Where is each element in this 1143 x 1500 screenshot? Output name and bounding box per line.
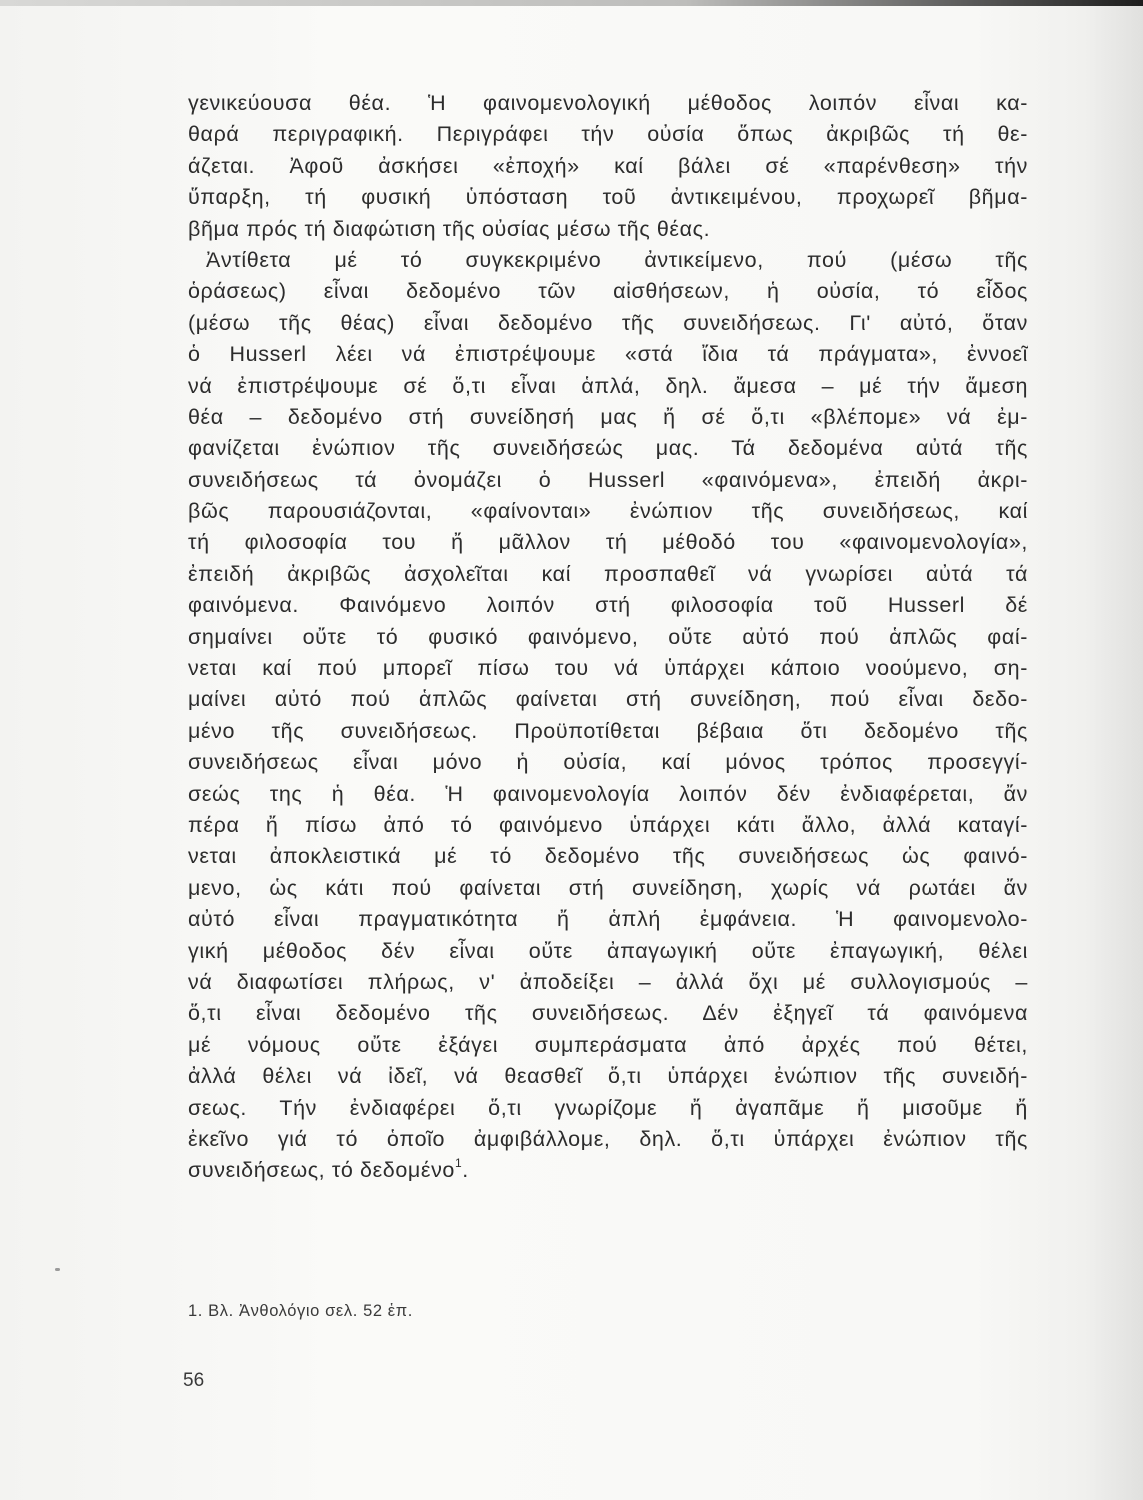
text-line-6: Ἀντίθετα μέ τό συγκεκριμένο ἀντικείμενο, πού (μέσω τῆς [206,247,1028,272]
text-line-4: ὕπαρξη, τή φυσική ὑπόσταση τοῦ ἀντικειμένου, προχωρεῖ βῆμα- [188,185,1028,210]
text-line-29: νά διαφωτίσει πλήρως, ν' ἀποδείξει – ἀλλά ὄχι μέ συλλογισμούς – [188,969,1028,994]
text-line-32: ἀλλά θέλει νά ἰδεῖ, νά θεασθεῖ ὅ,τι ὑπάρχει ἐνώπιον τῆς συνειδή- [188,1064,1028,1089]
text-line-3: άζεται. Ἀφοῦ ἀσκήσει «ἐποχή» καί βάλει σέ «παρένθεση» τήν [188,153,1028,178]
text-line-21: μένο τῆς συνειδήσεως. Προϋποτίθεται βέβαια ὅτι δεδομένο τῆς [188,718,1028,743]
scan-speck [55,1268,60,1271]
text-line-17: φαινόμενα. Φαινόμενο λοιπόν στή φιλοσοφία τοῦ Husserl δέ [188,593,1028,618]
text-line-5: βῆμα πρός τή διαφώτιση τῆς οὐσίας μέσω τῆς θέας. [188,216,711,241]
text-line-23: σεώς της ἡ θέα. Ἡ φαινομενολογία λοιπόν δέν ἐνδιαφέρεται, ἄν [188,781,1028,806]
text-line-27: αὐτό εἶναι πραγματικότητα ἤ ἁπλή ἐμφάνεια. Ἡ φαινομενολο- [188,907,1028,932]
text-line-14: βῶς παρουσιάζονται, «φαίνονται» ἐνώπιον τῆς συνειδήσεως, καί [188,499,1028,524]
text-line-22: συνειδήσεως εἶναι μόνο ἡ οὐσία, καί μόνος τρόπος προσεγγί- [188,750,1028,775]
text-line-24: πέρα ἤ πίσω ἀπό τό φαινόμενο ὑπάρχει κάτι ἄλλο, ἀλλά καταγί- [188,812,1028,837]
text-line-33: σεως. Τήν ἐνδιαφέρει ὅ,τι γνωρίζομε ἤ ἀγαπᾶμε ἤ μισοῦμε ἤ [188,1095,1028,1120]
text-line-35-content: συνειδήσεως, τό δεδομένο [188,1158,455,1183]
text-line-26: μενο, ὡς κάτι πού φαίνεται στή συνείδηση, χωρίς νά ρωτάει ἄν [188,875,1028,900]
text-line-25: νεται ἀποκλειστικά μέ τό δεδομένο τῆς συνειδήσεως ὡς φαινό- [188,844,1028,869]
text-line-30: ὅ,τι εἶναι δεδομένο τῆς συνειδήσεως. Δέν ἐξηγεῖ τά φαινόμενα [188,1001,1028,1026]
text-line-34: ἐκεῖνο γιά τό ὁποῖο ἀμφιβάλλομε, δηλ. ὅ,τι ὑπάρχει ἐνώπιον τῆς [188,1126,1028,1151]
text-line-15: τή φιλοσοφία του ἤ μᾶλλον τή μέθοδό του «φαινομενολογία», [188,530,1028,555]
text-line-9: ὁ Husserl λέει νά ἐπιστρέψουμε «στά ἴδια τά πράγματα», ἐννοεῖ [188,342,1028,367]
text-line-18: σημαίνει οὔτε τό φυσικό φαινόμενο, οὔτε αὐτό πού ἁπλῶς φαί- [188,624,1028,649]
text-line-28: γική μέθοδος δέν εἶναι οὔτε ἀπαγωγική οὔτε ἐπαγωγική, θέλει [188,938,1028,963]
text-line-31: μέ νόμους οὔτε ἐξάγει συμπεράσματα ἀπό ἀρχές πού θέτει, [188,1032,1028,1057]
text-line-19: νεται καί πού μπορεῖ πίσω του νά ὑπάρχει κάποιο νοούμενο, ση- [188,656,1028,681]
text-line-1: γενικεύουσα θέα. Ἡ φαινομενολογική μέθοδος λοιπόν εἶναι κα- [188,91,1028,115]
footnote-marker: 1 [455,1156,463,1171]
scan-top-edge [0,0,1143,6]
text-line-7: ὁράσεως) εἶναι δεδομένο τῶν αἰσθήσεων, ἡ οὐσία, τό εἶδος [188,279,1028,304]
text-line-12: φανίζεται ἐνώπιον τῆς συνειδήσεώς μας. Τά δεδομένα αὐτά τῆς [188,436,1028,461]
text-line-35: συνειδήσεως, τό δεδομένο$^1$. [188,1156,469,1183]
page-gutter-shadow [1083,0,1143,1500]
text-line-11: θέα – δεδομένο στή συνείδησή μας ἤ σέ ὅ,τι «βλέπομε» νά ἐμ- [188,404,1028,429]
footnote: 1. Βλ. Ἀνθολόγιο σελ. 52 ἑπ. [188,1302,413,1320]
text-line-20: μαίνει αὐτό πού ἁπλῶς φαίνεται στή συνείδηση, πού εἶναι δεδο- [188,687,1028,712]
text-line-2: θαρά περιγραφική. Περιγράφει τήν οὐσία ὅπως ἀκριβῶς τή θε- [188,122,1028,147]
text-line-16: ἐπειδή ἀκριβῶς ἀσχολεῖται καί προσπαθεῖ νά γνωρίσει αὐτά τά [188,561,1028,586]
text-line-13: συνειδήσεως τά ὀνομάζει ὁ Husserl «φαινόμενα», ἐπειδή ἀκρι- [188,467,1028,492]
page-number: 56 [183,1370,205,1391]
text-line-10: νά ἐπιστρέψουμε σέ ὅ,τι εἶναι ἁπλά, δηλ. ἄμεσα – μέ τήν ἄμεση [188,373,1028,398]
text-line-8: (μέσω τῆς θέας) εἶναι δεδομένο τῆς συνειδήσεως. Γι' αὐτό, ὅταν [188,310,1028,335]
body-text [188,88,1028,1187]
